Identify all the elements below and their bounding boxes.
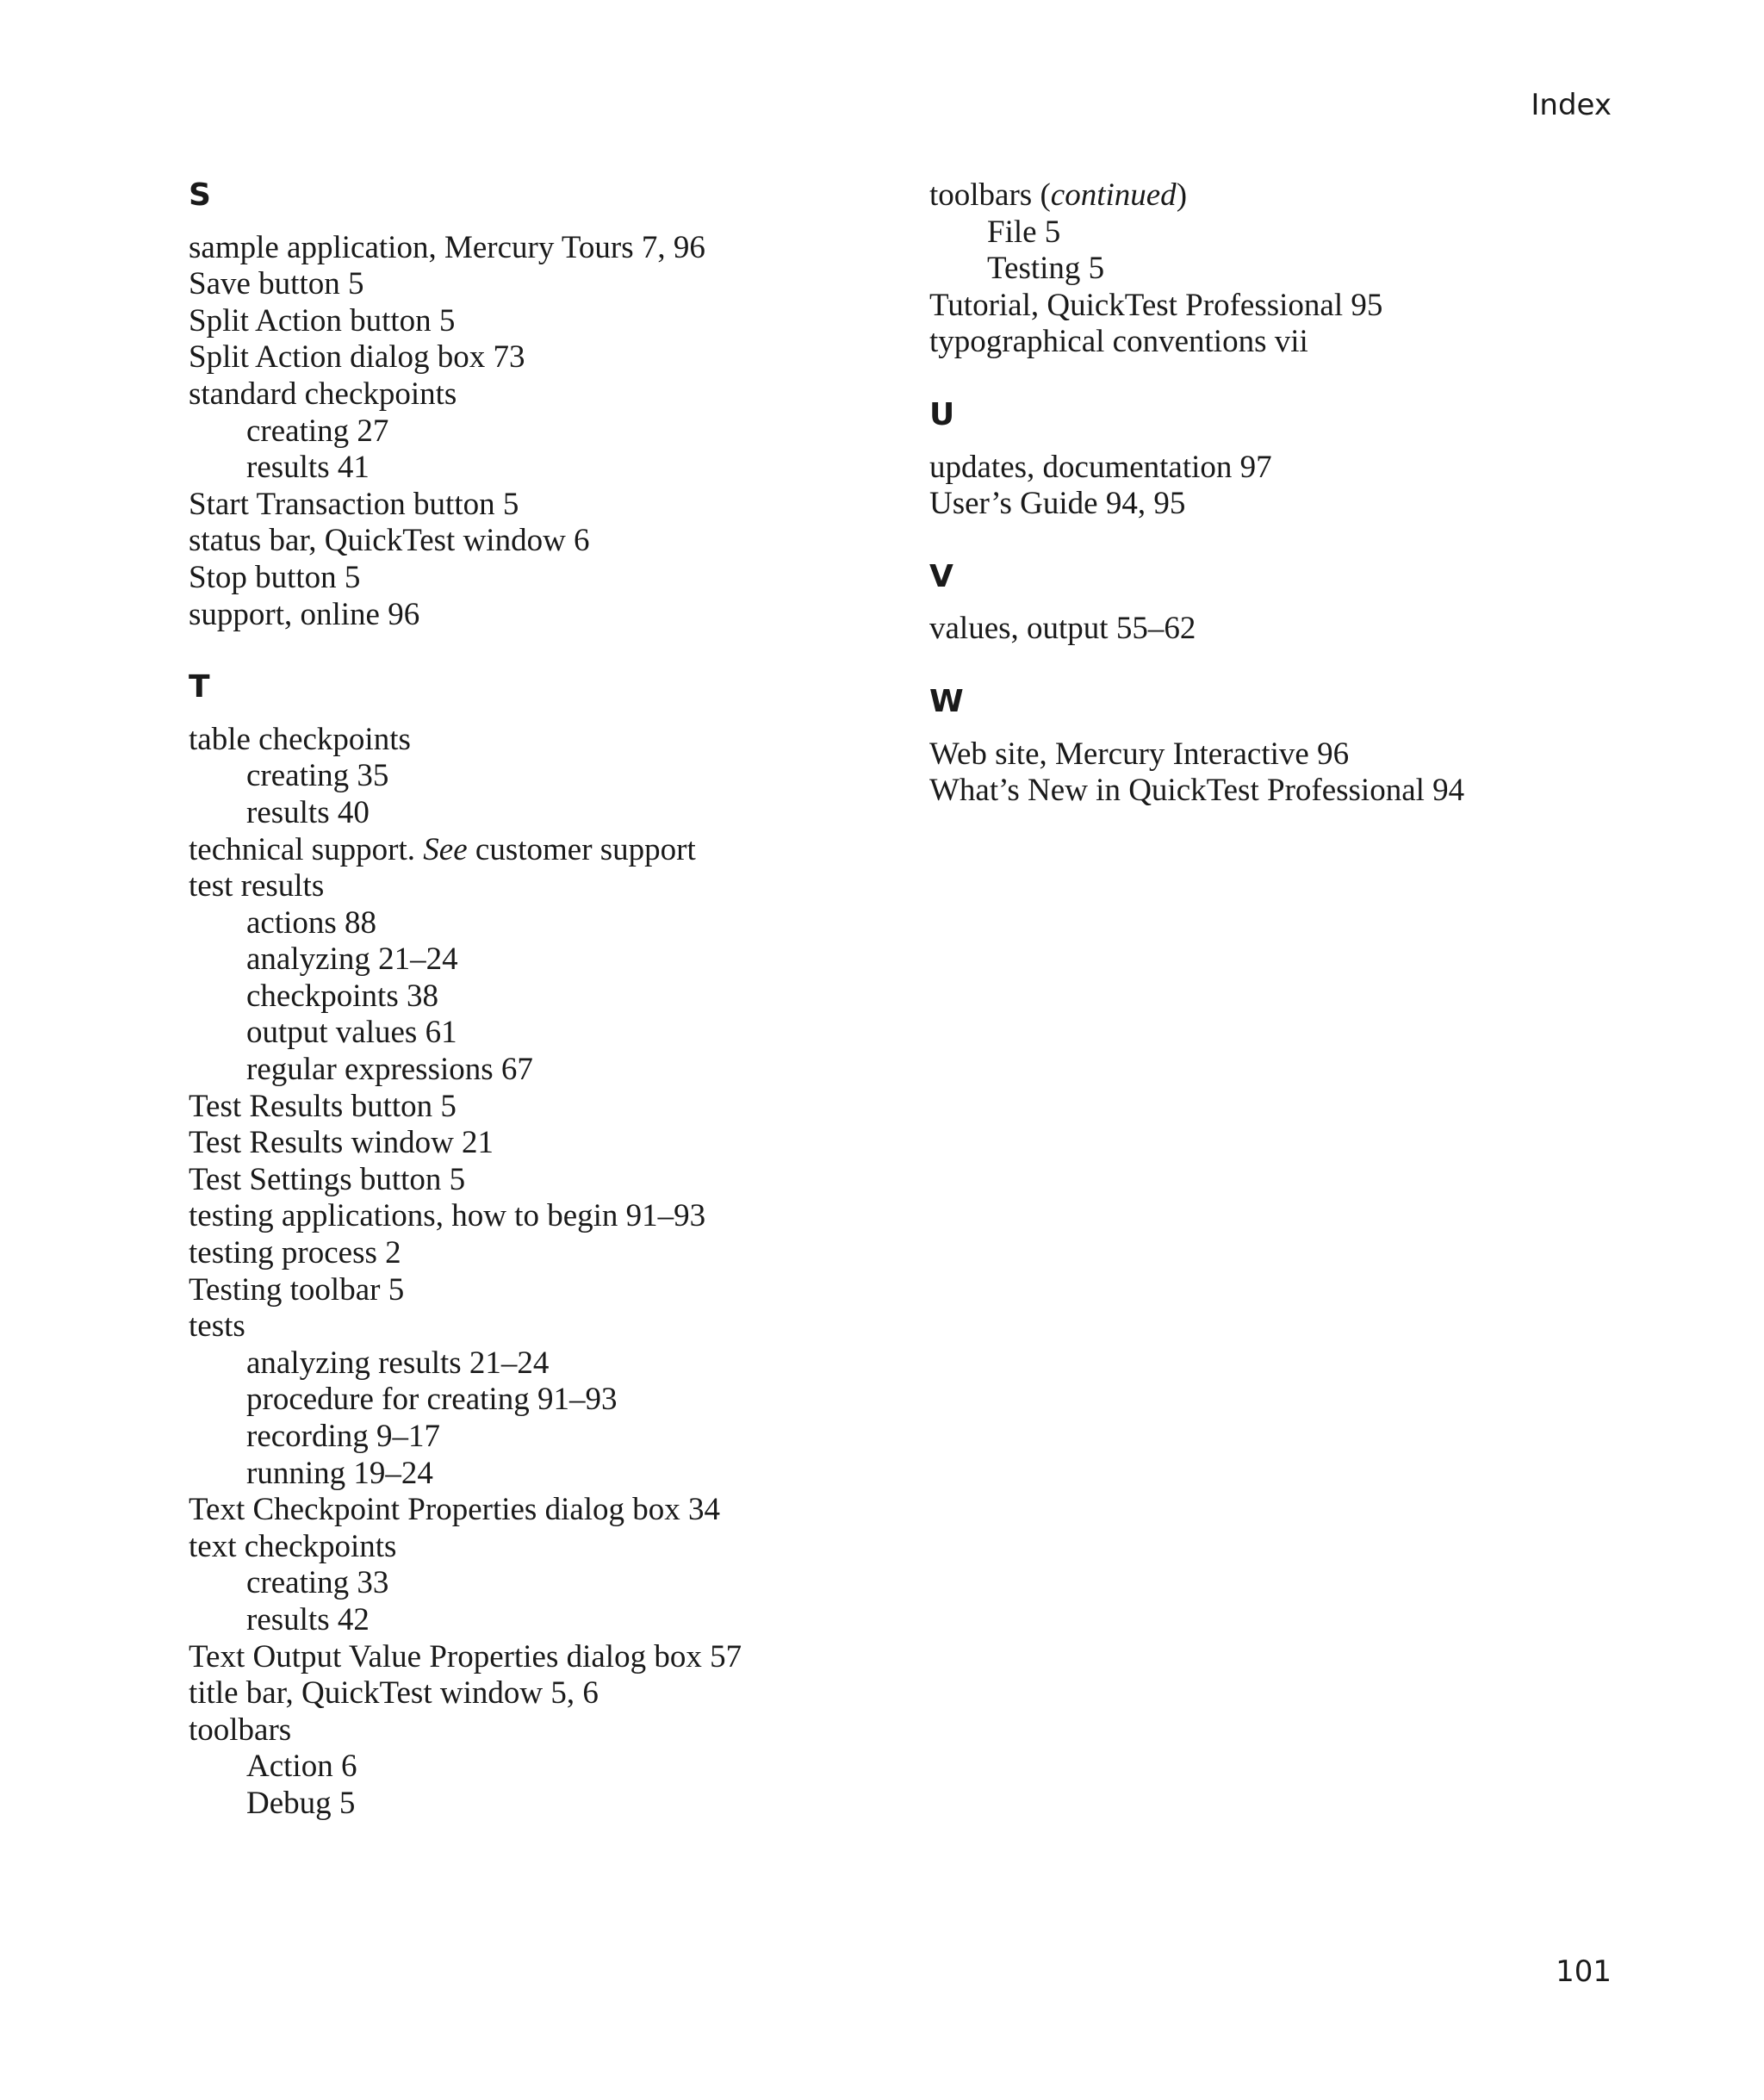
entry-text: technical support. (189, 831, 424, 867)
index-entry: text checkpoints (189, 1528, 397, 1564)
index-subentry: analyzing 21–24 (246, 941, 458, 978)
index-subentry: checkpoints 38 (246, 978, 438, 1014)
index-section (189, 177, 895, 633)
index-subentry: running 19–24 (246, 1455, 433, 1491)
index-column-left (189, 177, 895, 1859)
index-section (929, 177, 1636, 361)
index-section (929, 559, 1636, 648)
index-entry: updates, documentation 97 (929, 449, 1272, 485)
index-entry: Text Checkpoint Properties dialog box 34 (189, 1492, 721, 1528)
section-letter: T (189, 669, 210, 705)
index-subentry: Debug 5 (246, 1785, 356, 1821)
index-entry: testing applications, how to begin 91–93 (189, 1198, 706, 1234)
index-entry: Save button 5 (189, 266, 364, 302)
index-subentry: output values 61 (246, 1015, 457, 1051)
index-entry: Test Results window 21 (189, 1125, 494, 1161)
index-subentry: creating 35 (246, 758, 389, 794)
index-subentry: results 41 (246, 450, 370, 486)
index-entry: testing process 2 (189, 1235, 401, 1271)
index-entry: Text Output Value Properties dialog box 57 (189, 1638, 742, 1674)
index-entry: Testing toolbar 5 (189, 1271, 405, 1308)
index-entry: typographical conventions vii (929, 324, 1308, 360)
index-entry: support, online 96 (189, 596, 420, 632)
index-entry (929, 177, 1636, 214)
entry-text-italic: See (423, 831, 468, 867)
index-section (929, 684, 1636, 810)
index-entry: Test Results button 5 (189, 1088, 457, 1124)
index-section (189, 669, 895, 1822)
index-subentry: Action 6 (246, 1749, 357, 1785)
index-entry: Split Action dialog box 73 (189, 339, 525, 376)
entry-text: toolbars ( (929, 177, 1051, 213)
index-subentry: creating 33 (246, 1565, 389, 1601)
entry-text: ) (1176, 177, 1188, 213)
index-subentry: recording 9–17 (246, 1419, 441, 1454)
section-letter: S (189, 177, 211, 213)
section-letter: W (929, 683, 964, 719)
page-number: 101 (1556, 1954, 1612, 1989)
index-entry: values, output 55–62 (929, 611, 1196, 647)
entry-text: customer support (467, 831, 696, 867)
index-entry: toolbars (189, 1712, 292, 1748)
section-letter: V (929, 558, 953, 594)
index-entry: User’s Guide 94, 95 (929, 486, 1186, 522)
index-subentry: analyzing results 21–24 (246, 1345, 550, 1381)
entry-text-italic: continued (1050, 177, 1177, 213)
index-entry: Split Action button 5 (189, 302, 456, 339)
index-subentry: Testing 5 (987, 251, 1105, 287)
index-entry: Web site, Mercury Interactive 96 (929, 736, 1350, 772)
index-subentry: results 40 (246, 794, 370, 830)
index-entry: tests (189, 1308, 245, 1345)
index-entry: title bar, QuickTest window 5, 6 (189, 1675, 599, 1712)
running-head: Index (1531, 88, 1612, 122)
index-subentry: creating 27 (246, 413, 389, 449)
index-entry: standard checkpoints (189, 376, 457, 412)
index-entry: What’s New in QuickTest Professional 94 (929, 773, 1465, 809)
index-entry: Start Transaction button 5 (189, 486, 519, 522)
index-column-right (929, 177, 1636, 846)
index-subentry: File 5 (987, 214, 1061, 250)
index-entry: status bar, QuickTest window 6 (189, 523, 590, 559)
index-entry: test results (189, 868, 325, 904)
index-entry: sample application, Mercury Tours 7, 96 (189, 229, 705, 265)
index-subentry: regular expressions 67 (246, 1052, 533, 1088)
index-subentry: actions 88 (246, 904, 377, 941)
index-entry: table checkpoints (189, 721, 411, 757)
index-entry: Test Settings button 5 (189, 1161, 466, 1197)
index-entry: Stop button 5 (189, 559, 361, 595)
index-section (929, 397, 1636, 523)
index-entry: Tutorial, QuickTest Professional 95 (929, 287, 1383, 323)
index-entry (189, 832, 895, 869)
index-subentry: results 42 (246, 1601, 370, 1637)
index-subentry: procedure for creating 91–93 (246, 1382, 618, 1418)
section-letter: U (929, 396, 955, 432)
